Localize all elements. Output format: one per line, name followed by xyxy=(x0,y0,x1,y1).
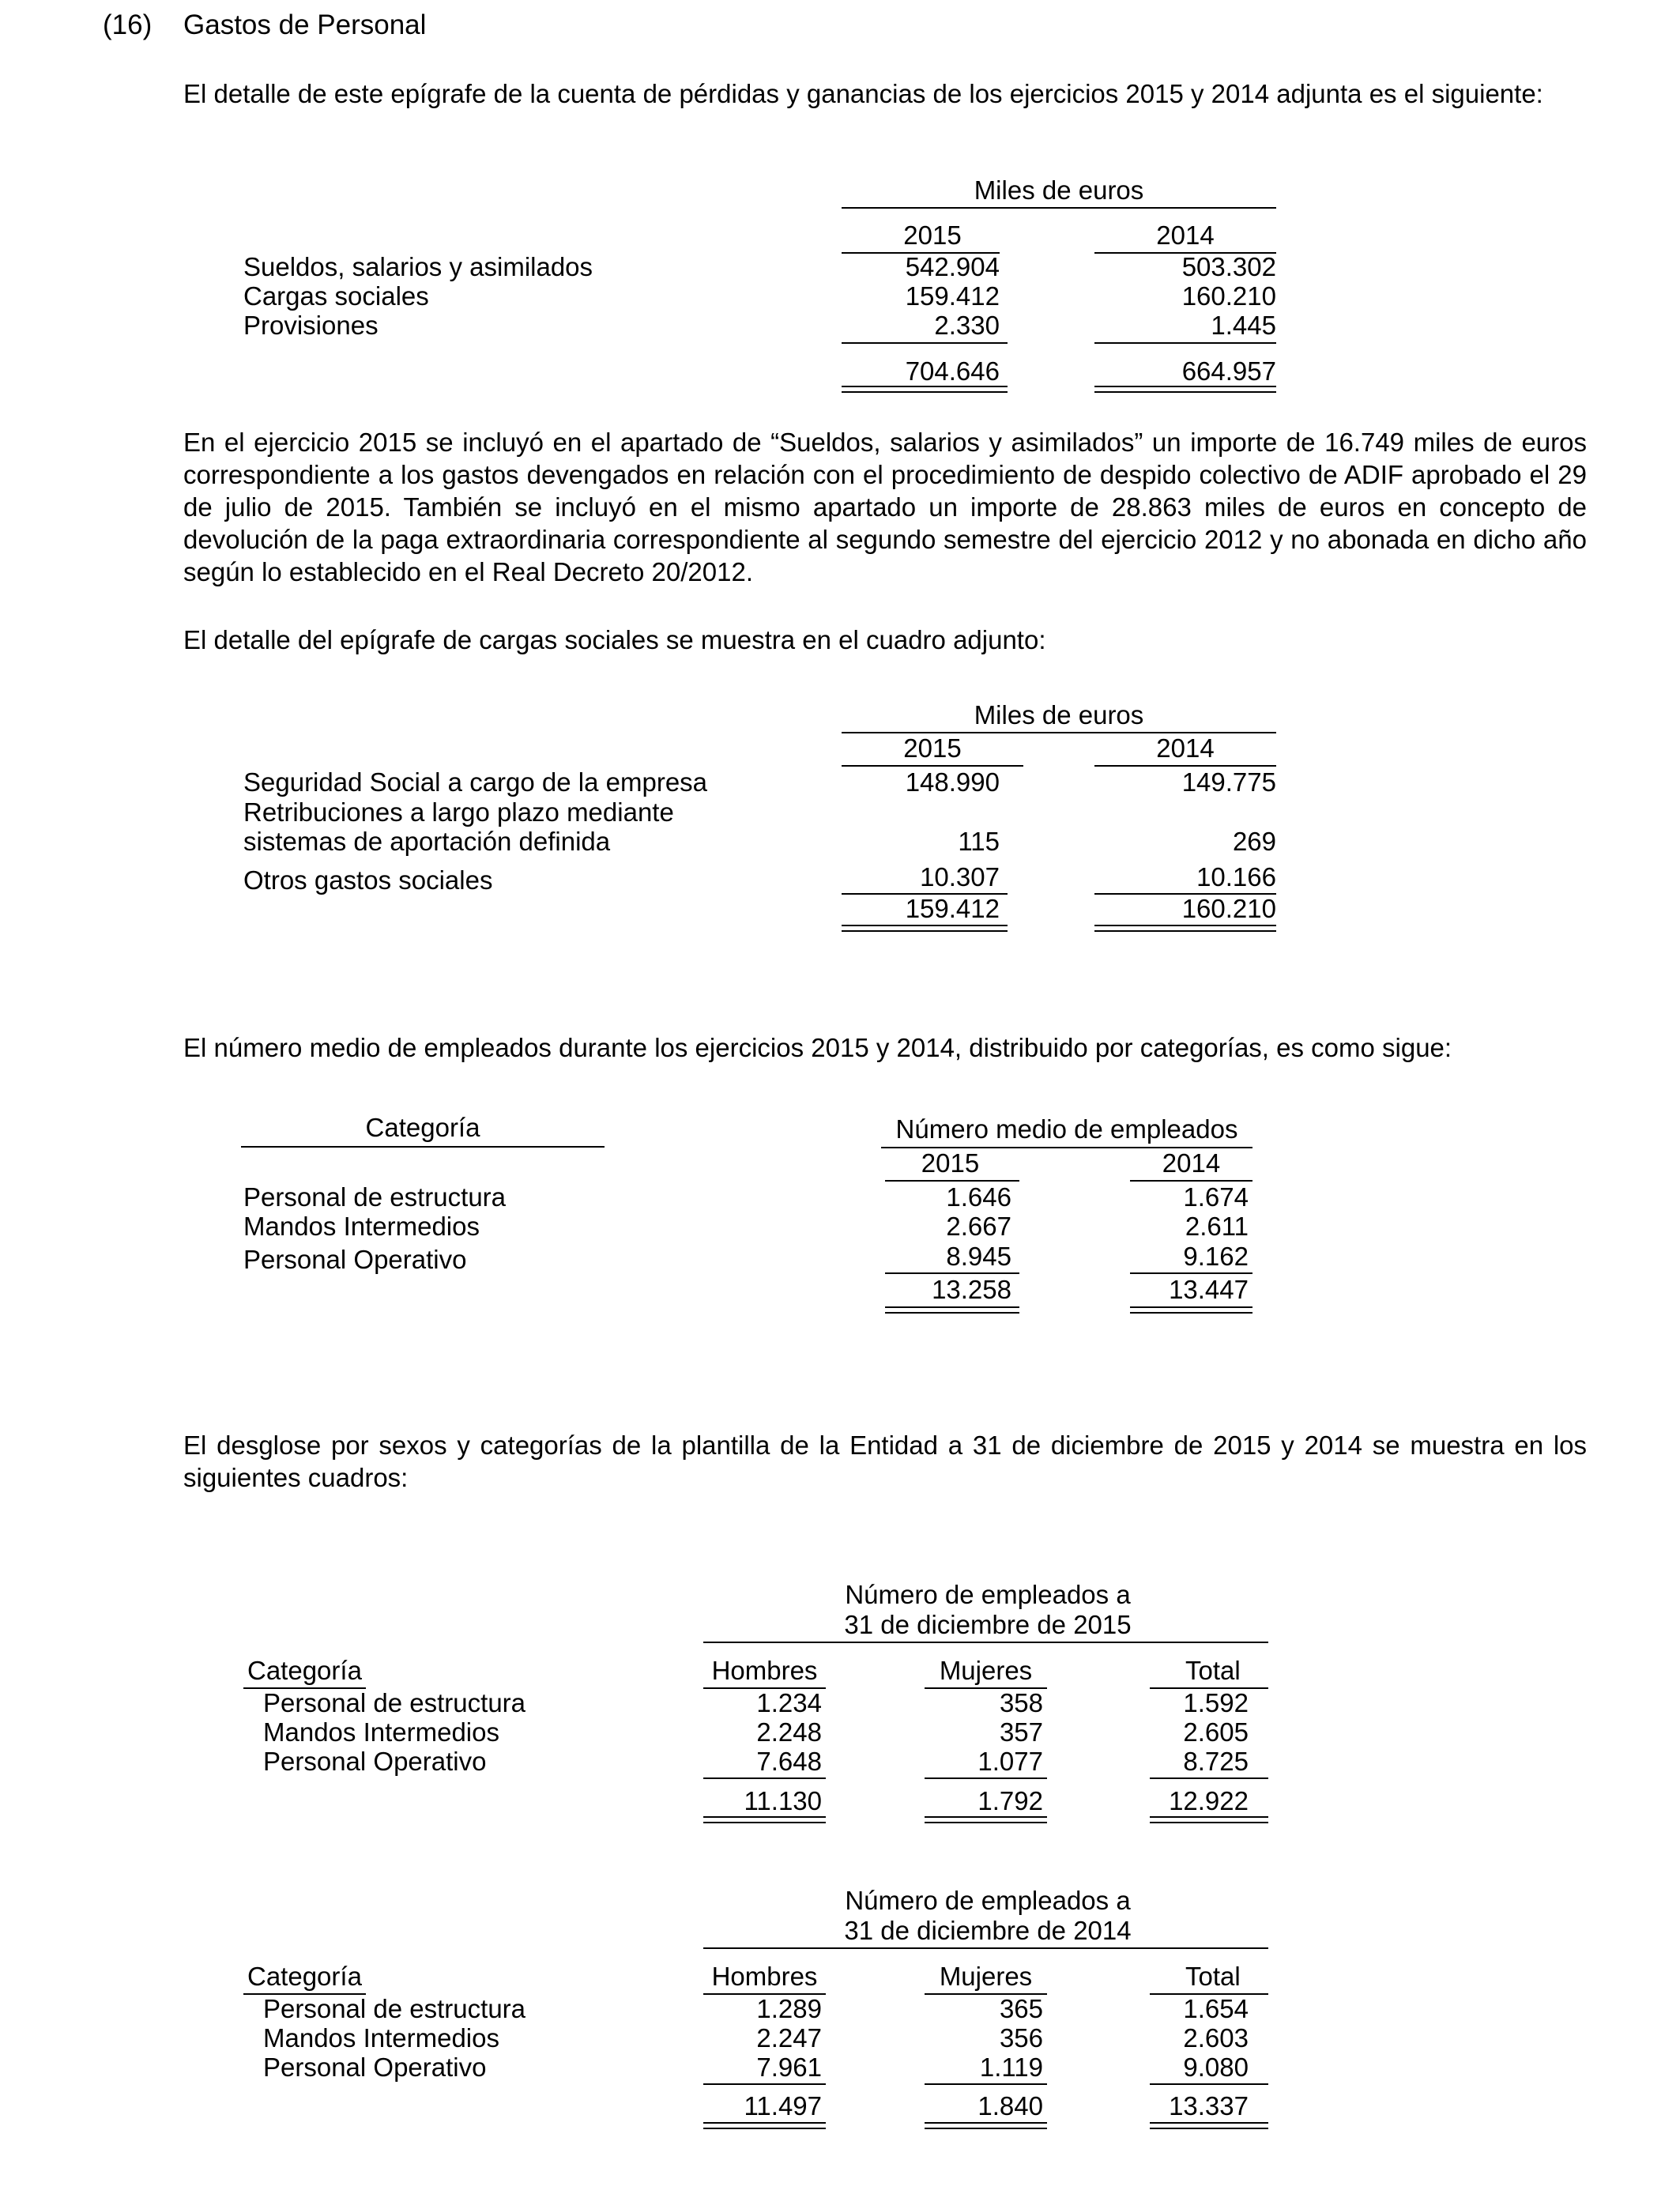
table1-subtotal-rule-2014 xyxy=(1094,342,1276,344)
table5-col-hombres: Hombres xyxy=(711,1962,818,1991)
table5-subtotal-rule-hombres xyxy=(703,2083,826,2085)
section-title: Gastos de Personal xyxy=(183,9,427,40)
table1-total-rule-2015 xyxy=(842,386,1008,393)
table5-total-hombres: 11.497 xyxy=(744,2091,822,2120)
table5-row-mujeres: 356 xyxy=(999,2023,1043,2053)
table1-row-label: Cargas sociales xyxy=(243,281,429,311)
table4-total-rule-hombres xyxy=(703,1816,826,1823)
table4-row-label: Mandos Intermedios xyxy=(263,1717,499,1747)
table4-row-label: Personal Operativo xyxy=(263,1747,487,1776)
table4-row-label: Personal de estructura xyxy=(263,1688,526,1717)
table1-subtotal-rule-2015 xyxy=(842,342,1008,344)
table3-row-label: Mandos Intermedios xyxy=(243,1212,480,1241)
table2-row-2014: 149.775 xyxy=(1181,767,1276,797)
table5-row-mujeres: 1.119 xyxy=(979,2053,1043,2082)
table4-title-line1: Número de empleados a xyxy=(845,1580,1131,1609)
table4-category-header: Categoría xyxy=(247,1656,362,1685)
table3-total-rule-2015 xyxy=(885,1306,1019,1314)
table5-title-line2: 31 de diciembre de 2014 xyxy=(844,1916,1132,1945)
table4-total-rule-mujeres xyxy=(925,1816,1047,1823)
table3-total-rule-2014 xyxy=(1130,1306,1252,1314)
table5-subtotal-rule-mujeres xyxy=(925,2083,1047,2085)
table3-category-rule xyxy=(241,1146,605,1148)
table2-row-2015: 10.307 xyxy=(920,862,1000,892)
table2-unit: Miles de euros xyxy=(974,700,1144,729)
table5-row-total: 9.080 xyxy=(1183,2053,1249,2082)
table4-row-total: 2.605 xyxy=(1183,1717,1249,1747)
table2-total-rule-2014 xyxy=(1094,925,1276,932)
table5-row-label: Personal de estructura xyxy=(263,1994,526,2023)
table1-unit-rule xyxy=(842,207,1276,209)
table2-row-label: Retribuciones a largo plazo mediante xyxy=(243,797,674,827)
table4-subtotal-rule-hombres xyxy=(703,1777,826,1779)
table4-total-rule-total xyxy=(1150,1816,1268,1823)
table2-row-2014: 10.166 xyxy=(1196,862,1276,892)
table4-row-mujeres: 358 xyxy=(999,1688,1043,1717)
table4-total-total: 12.922 xyxy=(1169,1786,1249,1815)
table3-row-2015: 2.667 xyxy=(946,1212,1011,1241)
table1-row-2014: 1.445 xyxy=(1211,311,1276,340)
table5-total-mujeres: 1.840 xyxy=(977,2091,1043,2120)
table4-col-hombres: Hombres xyxy=(711,1656,818,1685)
table3-total-2015: 13.258 xyxy=(932,1275,1011,1304)
table1-row-label: Sueldos, salarios y asimilados xyxy=(243,252,593,281)
table5-total-rule-total xyxy=(1150,2122,1268,2129)
table5-total-total: 13.337 xyxy=(1169,2091,1249,2120)
table4-row-total: 8.725 xyxy=(1183,1747,1249,1776)
table1-row-2014: 503.302 xyxy=(1181,252,1276,281)
table4-total-hombres: 11.130 xyxy=(744,1786,822,1815)
table4-row-hombres: 1.234 xyxy=(756,1688,822,1717)
section-number: (16) xyxy=(103,9,153,40)
table3-total-2014: 13.447 xyxy=(1169,1275,1249,1304)
table1-row-2015: 159.412 xyxy=(905,281,1000,311)
table4-col-total: Total xyxy=(1185,1656,1241,1685)
table4-title-rule xyxy=(703,1642,1268,1643)
table5-title-line1: Número de empleados a xyxy=(845,1886,1131,1915)
table4-row-mujeres: 1.077 xyxy=(977,1747,1043,1776)
table2-total-2015: 159.412 xyxy=(905,894,1000,923)
table4-total-mujeres: 1.792 xyxy=(977,1786,1043,1815)
table2-row-label: Otros gastos sociales xyxy=(243,865,493,895)
table1-row-2015: 2.330 xyxy=(934,311,1000,340)
table2-row-2015: 148.990 xyxy=(905,767,1000,797)
table4-row-mujeres: 357 xyxy=(999,1717,1043,1747)
table1-row-2015: 542.904 xyxy=(905,252,1000,281)
table5-row-hombres: 1.289 xyxy=(756,1994,822,2023)
table4-subtotal-rule-mujeres xyxy=(925,1777,1047,1779)
table3-col-2015: 2015 xyxy=(921,1148,980,1178)
table3-row-2014: 1.674 xyxy=(1183,1182,1249,1212)
table1-col-2015: 2015 xyxy=(903,221,962,250)
table1-row-2014: 160.210 xyxy=(1181,281,1276,311)
body-paragraph: El detalle del epígrafe de cargas sociales se muestra en el cuadro adjunto: xyxy=(183,625,1046,654)
table3-category-header: Categoría xyxy=(365,1113,480,1142)
table3-row-label: Personal de estructura xyxy=(243,1182,507,1212)
table1-total-2014: 664.957 xyxy=(1181,356,1276,386)
table3-row-label: Personal Operativo xyxy=(243,1245,467,1274)
table4-row-hombres: 2.248 xyxy=(756,1717,822,1747)
body-paragraph: El número medio de empleados durante los ejercicios 2015 y 2014, distribuido por categorías, es como sigue: xyxy=(183,1033,1452,1062)
table4-row-total: 1.592 xyxy=(1183,1688,1249,1717)
table2-col-2015: 2015 xyxy=(903,733,962,763)
body-paragraph: En el ejercicio 2015 se incluyó en el apartado de “Sueldos, salarios y asimilados” un importe de 16.749 miles de euros correspondiente a los gastos devengados en relación con el procedimiento de despido colectivo de ADIF aprobado el 29 de julio de 2015. También se incluyó en el mismo apartado un importe de 28.863 miles de euros en concepto de devolución de la paga extraordinaria correspondiente al segundo semestre del ejercicio 2012 y no abonada en dicho año según lo establecido en el Real Decreto 20/2012. xyxy=(183,428,1587,586)
table3-row-2014: 2.611 xyxy=(1185,1212,1249,1241)
table1-row-label: Provisiones xyxy=(243,311,379,340)
table5-row-hombres: 2.247 xyxy=(756,2023,822,2053)
table2-total-rule-2015 xyxy=(842,925,1008,932)
table3-col-2014: 2014 xyxy=(1162,1148,1221,1178)
table5-category-header: Categoría xyxy=(247,1962,362,1991)
table2-row-label-cont: sistemas de aportación definida xyxy=(243,827,611,856)
table4-subtotal-rule-total xyxy=(1150,1777,1268,1779)
table5-col-mujeres: Mujeres xyxy=(939,1962,1033,1991)
table2-row-2015: 115 xyxy=(958,827,1000,856)
table1-unit: Miles de euros xyxy=(974,175,1144,205)
table3-row-2015: 8.945 xyxy=(946,1242,1011,1271)
table5-row-total: 1.654 xyxy=(1183,1994,1249,2023)
table4-col-mujeres: Mujeres xyxy=(939,1656,1033,1685)
table5-row-label: Mandos Intermedios xyxy=(263,2023,499,2053)
table2-row-2014: 269 xyxy=(1232,827,1276,856)
table1-col-2014: 2014 xyxy=(1156,221,1215,250)
table5-total-rule-hombres xyxy=(703,2122,826,2129)
table5-row-label: Personal Operativo xyxy=(263,2053,487,2082)
table3-row-2014: 9.162 xyxy=(1183,1242,1249,1271)
table5-row-total: 2.603 xyxy=(1183,2023,1249,2053)
table5-row-mujeres: 365 xyxy=(999,1994,1043,2023)
table2-total-2014: 160.210 xyxy=(1181,894,1276,923)
table5-row-hombres: 7.961 xyxy=(756,2053,822,2082)
table5-title-rule xyxy=(703,1947,1268,1949)
table4-title-line2: 31 de diciembre de 2015 xyxy=(844,1610,1132,1639)
intro-paragraph: El detalle de este epígrafe de la cuenta de pérdidas y ganancias de los ejercicios 2015 y 2014 adjunta es el siguiente: xyxy=(183,79,1543,108)
table3-row-2015: 1.646 xyxy=(946,1182,1011,1212)
table2-row-label: Seguridad Social a cargo de la empresa xyxy=(243,767,708,797)
table2-col-2014: 2014 xyxy=(1156,733,1215,763)
table5-col-total: Total xyxy=(1185,1962,1241,1991)
table1-total-2015: 704.646 xyxy=(905,356,1000,386)
table5-total-rule-mujeres xyxy=(925,2122,1047,2129)
table4-row-hombres: 7.648 xyxy=(756,1747,822,1776)
body-paragraph: El desglose por sexos y categorías de la plantilla de la Entidad a 31 de diciembre de 2015 y 2014 se muestra en los siguientes cuadros: xyxy=(183,1431,1587,1492)
table1-total-rule-2014 xyxy=(1094,386,1276,393)
table5-subtotal-rule-total xyxy=(1150,2083,1268,2085)
table3-unit: Número medio de empleados xyxy=(895,1114,1238,1144)
